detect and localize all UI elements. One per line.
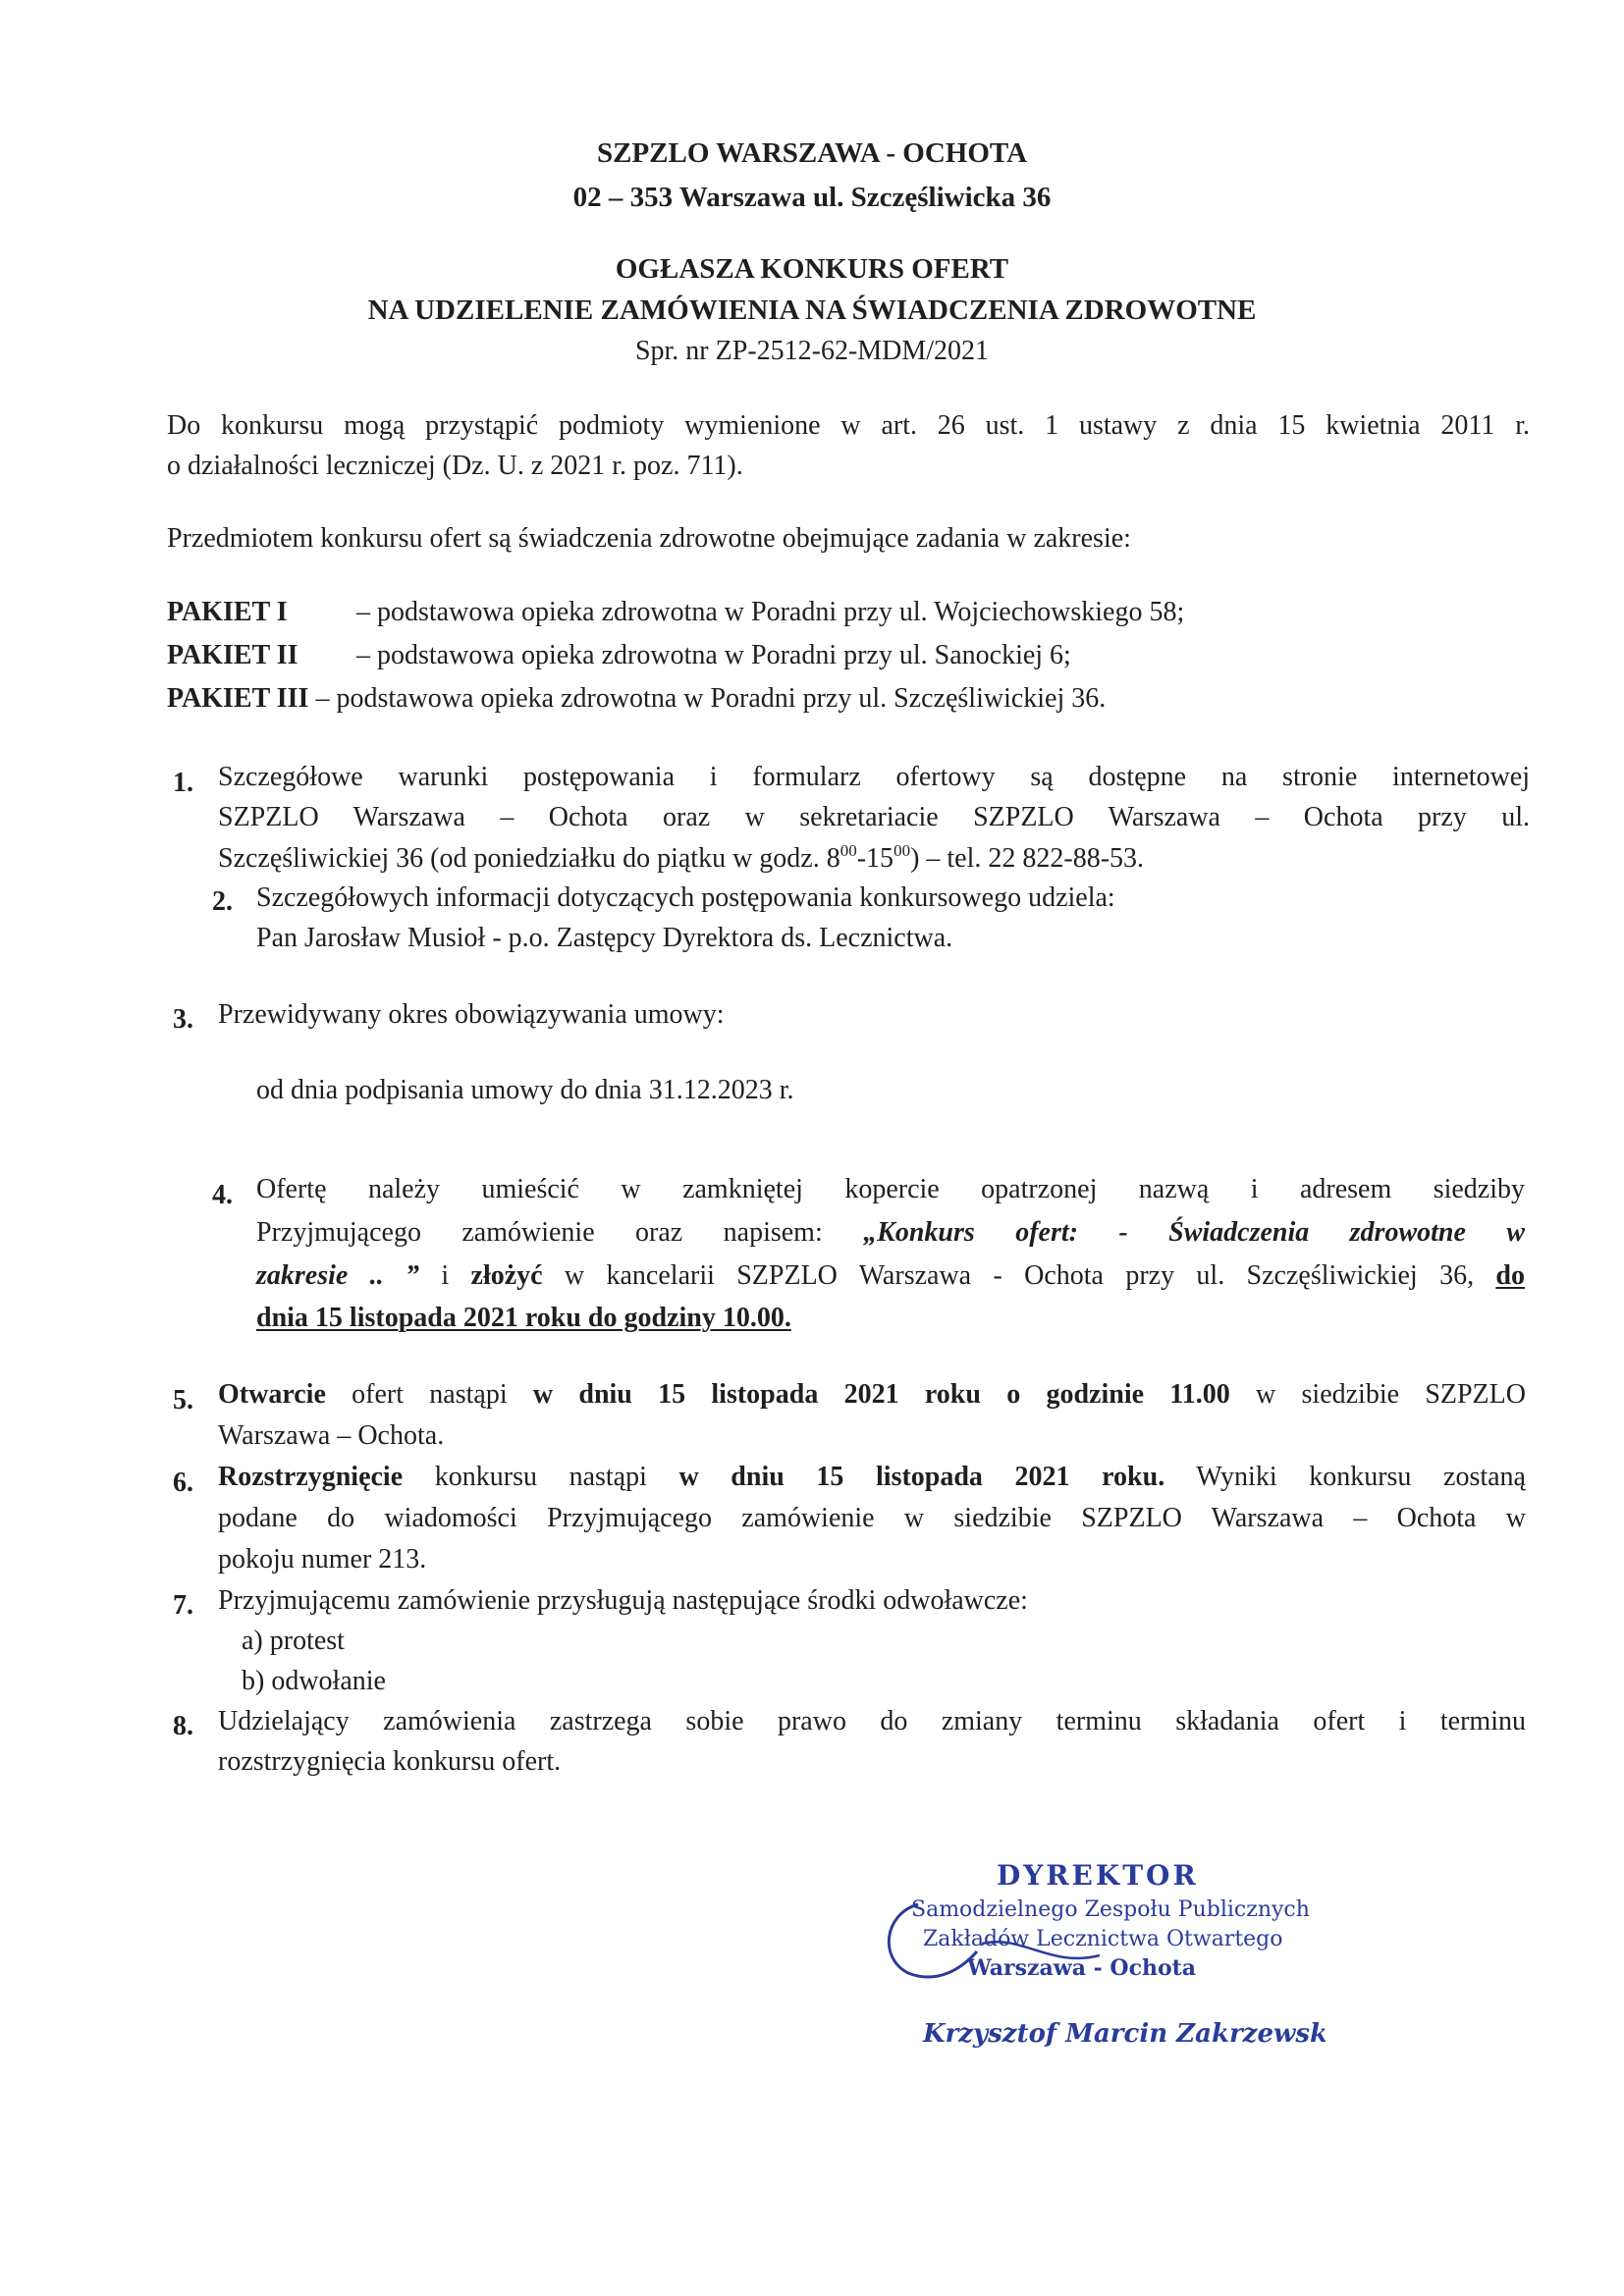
item-6-text: konkursu nastąpi: [403, 1462, 679, 1492]
item-1-phone: ) – tel. 22 822-88-53.: [910, 843, 1145, 874]
item-7-line-1: Przyjmującemu zamówienie przysługują następujące środki odwoławcze:: [218, 1585, 1028, 1616]
item-5-number: 5.: [173, 1385, 193, 1415]
submit-word: złożyć: [470, 1260, 543, 1291]
intro-line-2: o działalności leczniczej (Dz. U. z 2021 r. poz. 711).: [167, 451, 743, 481]
announcement-subject: NA UDZIELENIE ZAMÓWIENIA NA ŚWIADCZENIA ZDROWOTNE: [367, 294, 1257, 326]
package-1: [167, 597, 1184, 628]
item-1-hours-mid: -15: [856, 843, 894, 874]
item-6-line-1: [218, 1462, 1526, 1493]
item-5-place: w siedzibie SZPZLO: [1229, 1379, 1526, 1410]
item-5-text: ofert nastąpi: [325, 1379, 533, 1410]
package-2-text: – podstawowa opieka zdrowotna w Poradni przy ul. Sanockiej 6;: [350, 640, 1071, 670]
director-stamp: [864, 1845, 1326, 2081]
remedy-protest: a) protest: [242, 1626, 345, 1656]
item-1-hours-text: Szczęśliwickiej 36 (od poniedziałku do piątku w godz. 8: [218, 843, 840, 874]
signature-name: Krzysztof Marcin Zakrzewski: [923, 2019, 1326, 2049]
item-5-line-1: [218, 1379, 1526, 1411]
envelope-label: „Konkurs ofert: - Świadczenia zdrowotne w: [863, 1217, 1526, 1248]
stamp-graphic: [864, 1845, 1326, 2081]
contract-period: od dnia podpisania umowy do dnia 31.12.2023 r.: [256, 1075, 794, 1105]
resolution-label: Rozstrzygnięcie: [218, 1462, 404, 1492]
resolution-date: w dniu 15 listopada 2021 roku.: [678, 1462, 1165, 1492]
item-4-number: 4.: [212, 1180, 233, 1210]
stamp-line-3: Warszawa - Ochota: [967, 1955, 1197, 1981]
item-4-line-3: [256, 1260, 1525, 1292]
package-1-text: – podstawowa opieka zdrowotna w Poradni przy ul. Wojciechowskiego 58;: [350, 597, 1185, 627]
item-4-location: w kancelarii SZPZLO Warszawa - Ochota przy ul. Szczęśliwickiej 36,: [542, 1260, 1496, 1291]
org-address: 02 – 353 Warszawa ul. Szczęśliwicka 36: [572, 182, 1052, 213]
item-6-number: 6.: [173, 1468, 193, 1498]
envelope-label-end: zakresie .. ”: [256, 1260, 420, 1291]
package-3-label: PAKIET III: [167, 683, 309, 714]
item-1-number: 1.: [173, 768, 193, 798]
item-2-line-2: Pan Jarosław Musioł - p.o. Zastępcy Dyrektora ds. Lecznictwa.: [256, 923, 953, 953]
case-number: Spr. nr ZP-2512-62-MDM/2021: [634, 336, 990, 366]
item-3-line-1: Przewidywany okres obowiązywania umowy:: [218, 999, 725, 1030]
item-6-line-2: podane do wiadomości Przyjmującego zamówienie w siedzibie SZPZLO Warszawa – Ochota w: [218, 1503, 1526, 1533]
item-8-line-2: rozstrzygnięcia konkursu ofert.: [218, 1746, 562, 1777]
item-7-number: 7.: [173, 1590, 193, 1621]
item-1-hours-start-sup: 00: [839, 841, 857, 860]
item-8-number: 8.: [173, 1711, 193, 1741]
item-1-line-3: [218, 843, 1144, 875]
stamp-line-2: Zakładów Lecznictwa Otwartego: [923, 1927, 1283, 1951]
intro-line-1: Do konkursu mogą przystąpić podmioty wymienione w art. 26 ust. 1 ustawy z dnia 15 kwietnia 2011 r.: [167, 410, 1530, 441]
package-2-label: PAKIET II: [167, 640, 298, 670]
item-1-line-2: SZPZLO Warszawa – Ochota oraz w sekretariacie SZPZLO Warszawa – Ochota przy ul.: [218, 802, 1530, 832]
package-3: [167, 683, 1106, 715]
item-4-line-2: [256, 1217, 1525, 1249]
item-4-and: i: [419, 1260, 471, 1291]
item-5-line-2: Warszawa – Ochota.: [218, 1420, 445, 1451]
org-name: SZPZLO WARSZAWA - OCHOTA: [596, 137, 1028, 169]
announcement-title: OGŁASZA KONKURS OFERT: [615, 253, 1009, 285]
scope-statement: Przedmiotem konkursu ofert są świadczenia zdrowotne obejmujące zadania w zakresie:: [167, 523, 1131, 554]
item-4-text: Przyjmującego zamówienie oraz napisem:: [256, 1217, 864, 1248]
item-2-number: 2.: [212, 886, 233, 917]
package-2: [167, 640, 1071, 671]
remedy-appeal: b) odwołanie: [242, 1666, 386, 1696]
package-1-label: PAKIET I: [167, 597, 288, 627]
item-6-line-3: pokoju numer 213.: [218, 1544, 427, 1575]
item-8-line-1: Udzielający zamówienia zastrzega sobie prawo do zmiany terminu składania ofert i terminu: [218, 1706, 1526, 1736]
package-3-text: – podstawowa opieka zdrowotna w Poradni przy ul. Szczęśliwickiej 36.: [308, 683, 1107, 714]
stamp-line-1: Samodzielnego Zespołu Publicznych: [911, 1897, 1310, 1922]
item-6-results: Wyniki konkursu zostaną: [1164, 1462, 1526, 1492]
item-2-line-1: Szczegółowych informacji dotyczących postępowania konkursowego udziela:: [256, 882, 1115, 913]
item-1-line-1: Szczegółowe warunki postępowania i formularz ofertowy są dostępne na stronie internetowej: [218, 762, 1530, 792]
stamp-title: DYREKTOR: [997, 1859, 1199, 1892]
item-4-line-1: Ofertę należy umieścić w zamkniętej kopercie opatrzonej nazwą i adresem siedziby: [256, 1174, 1525, 1204]
item-3-number: 3.: [173, 1004, 193, 1035]
item-1-hours-end-sup: 00: [893, 841, 911, 860]
opening-date: w dniu 15 listopada 2021 roku o godzinie 11.00: [532, 1379, 1230, 1410]
submission-deadline: dnia 15 listopada 2021 roku do godziny 10.00.: [256, 1303, 791, 1333]
deadline-start: do: [1495, 1260, 1525, 1291]
opening-label: Otwarcie: [218, 1379, 326, 1410]
